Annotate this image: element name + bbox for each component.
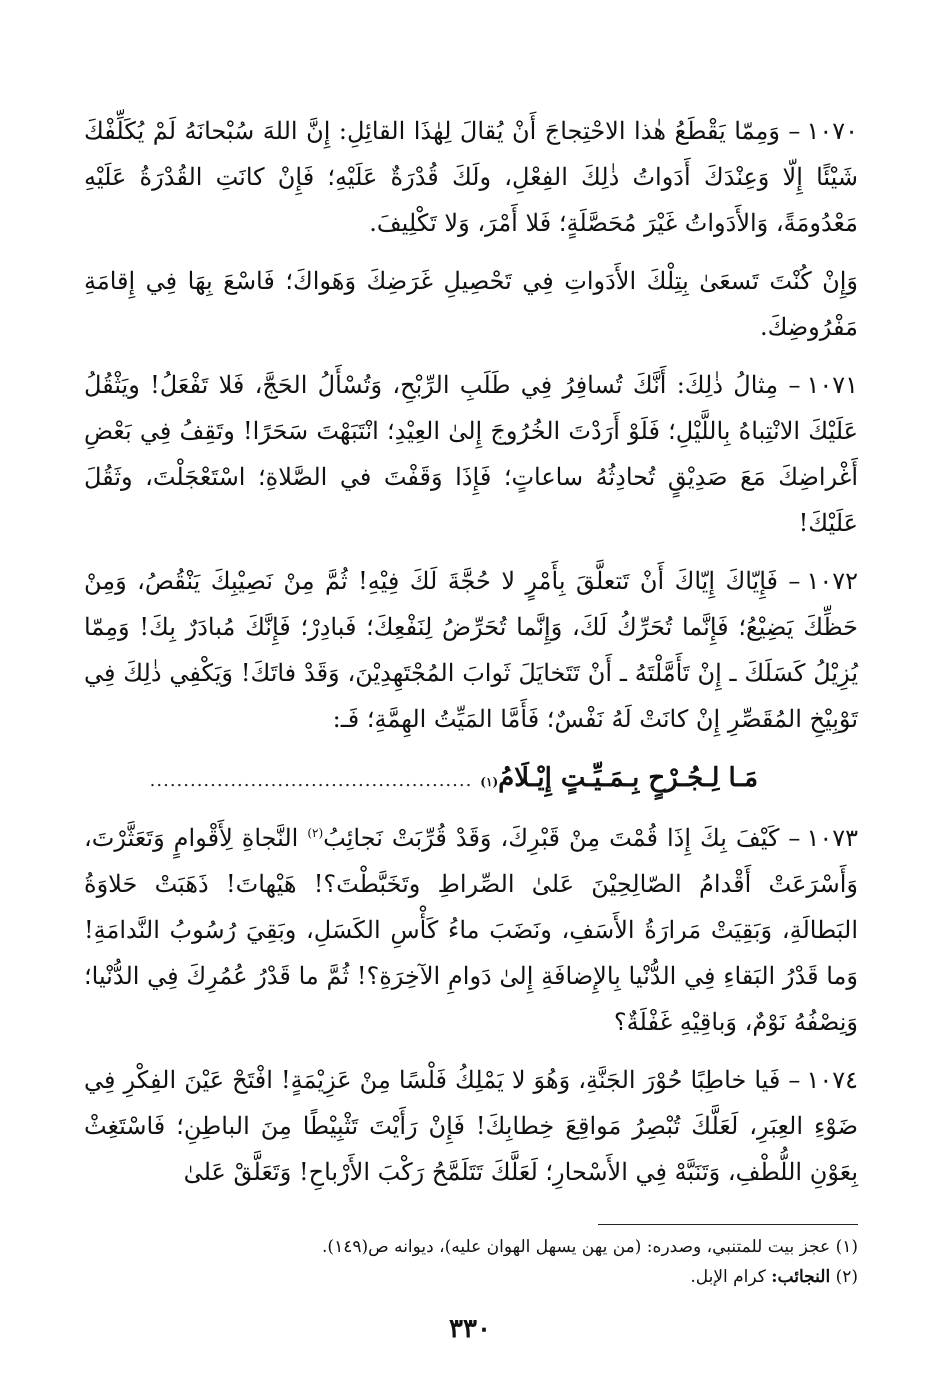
page-number: ٣٣٠ bbox=[449, 1314, 491, 1344]
paragraph-1070-continued bbox=[84, 258, 858, 350]
footnotes bbox=[84, 1232, 858, 1292]
verse-text: مَـا لِـجُـرْحٍ بِـمَـيِّـتٍ إِيْـلَامُ bbox=[498, 763, 758, 793]
paragraph-text: – فَيا خاطِبًا حُوْرَ الجَنَّةِ، وَهُوَ لا يَمْلِكُ فَلْسًا مِنْ عَزِيْمَةٍ! افْتَحْ عَيْنَ الفِكْرِ فِي ضَوْءِ العِبَرِ، لَعَلَّكَ تُبْصِرُ مَواقِعَ خِطابِكَ! فَإِنْ رَأَيْتَ تَثْبِيْطًا مِنَ الباطِنِ؛ فَاسْتَغِثْ بِعَوْنِ اللُّطْفِ، وَتَنَبَّهْ فِي الأَسْحارِ؛ لَعَلَّكَ تَتَلَمَّحُ رَكْبَ الأَرْباحِ! وَتَعَلَّقْ عَلىٰ bbox=[84, 1066, 859, 1186]
paragraph-1070 bbox=[84, 108, 858, 246]
footnote-number: (٢) bbox=[835, 1267, 858, 1287]
paragraph-number: ١٠٧٢ bbox=[806, 567, 858, 595]
paragraph-1072 bbox=[84, 558, 858, 742]
paragraph-number: ١٠٧٤ bbox=[806, 1066, 858, 1094]
paragraph-text: وَإِنْ كُنْتَ تَسعَىٰ بِتِلْكَ الأَدَواتِ فِي تَحْصِيلِ غَرَضِكَ وَهَواكَ؛ فَاسْعَ بِهَا فِي إِقامَةِ مَفْرُوضِكَ. bbox=[84, 267, 858, 341]
paragraph-1073 bbox=[84, 815, 858, 1045]
paragraph-text-continued: النَّجاةِ لِأَقْوامٍ وَتَعَثَّرْتَ، وَأَسْرَعَتْ أَقْدامُ الصّالِحِيْنَ عَلىٰ الصِّراطِ وتَخَبَّطْتَ؟! هَيْهاتَ! ذَهَبَتْ حَلاوَةُ البَطالَةِ، وَبَقِيَتْ مَرارَةُ الأَسَفِ، ونَضَبَ ماءُ كَأْسِ الكَسَلِ، وبَقِيَ رُسُوبُ النَّدامَةِ! وَما قَدْرُ البَقاءِ فِي الدُّنْيا بِالإِضافَةِ إِلىٰ دَوامِ الآخِرَةِ؟! ثُمَّ ما قَدْرُ عُمُرِكَ فِي الدُّنْيا؛ وَنِصْفُهُ نَوْمٌ، وَباقِيْهِ غَفْلَةٌ؟ bbox=[84, 824, 858, 1036]
paragraph-number: ١٠٧٣ bbox=[806, 824, 858, 852]
paragraph-1071 bbox=[84, 362, 858, 546]
paragraph-number: ١٠٧٠ bbox=[806, 117, 858, 145]
paragraph-1074 bbox=[84, 1057, 858, 1195]
footnote-1 bbox=[84, 1232, 858, 1262]
verse-dotted-line: ................................................ bbox=[149, 770, 473, 791]
paragraph-text: – فَإِيّاكَ إِيّاكَ أَنْ تَتعلَّقَ بِأَمْرٍ لا حُجَّةَ لَكَ فِيْهِ! ثُمَّ مِنْ نَصِيْبِكَ يَنْقُصُ، وَمِنْ حَظِّكَ يَضِيْعُ؛ فَإِنَّما تُحَرِّكُ لَكَ، وَإِنَّما تُحَرِّضُ لِنَفْعِكَ؛ فَبادِرْ؛ فَإِنَّكَ مُبادَرٌ بِكَ! وَمِمّا يُزِيْلُ كَسَلَكَ ـ إِنْ تَأَمَّلْتَهُ ـ أَنْ تَتَخايَلَ ثَوابَ المُجْتَهِدِيْنَ، وَقَدْ فاتَكَ! وَيَكْفِي ذٰلِكَ فِي تَوْبِيْخِ المُقَصِّرِ إِنْ كانَتْ لَهُ نَفْسٌ؛ فَأَمَّا المَيِّتُ الهِمَّةِ؛ فَـ: bbox=[84, 567, 858, 733]
footnote-2 bbox=[84, 1262, 858, 1292]
paragraph-text: – مِثالُ ذٰلِكَ: أَنَّكَ تُسافِرُ فِي طَلَبِ الرِّبْحِ، وَتُسْأَلُ الحَجَّ، فَلا تَفْعَلُ! ويَثْقُلُ عَلَيْكَ الانْتِباهُ بِاللَّيْلِ؛ فَلَوْ أَرَدْتَ الخُرُوجَ إِلىٰ العِيْدِ؛ انْتَبَهْتَ سَحَرًا! وتَقِفُ فِي بَعْضِ أَغْراضِكَ مَعَ صَدِيْقٍ تُحادِثُهُ ساعاتٍ؛ فَإِذَا وَقَفْتَ في الصَّلاةِ؛ اسْتَعْجَلْتَ، وثَقُلَ عَلَيْكَ! bbox=[84, 371, 858, 537]
paragraph-text: – وَمِمّا يَقْطَعُ هٰذا الاحْتِجاجَ أَنْ يُقالَ لِهٰذَا القائِلِ: إِنَّ اللهَ سُبْحانَهُ لَمْ يُكَلِّفْكَ شَيْئًا إِلّا وَعِنْدَكَ أَدَواتُ ذٰلِكَ الفِعْلِ، ولَكَ قُدْرَةٌ عَلَيْهِ؛ فَإِنْ كانَتِ القُدْرَةُ عَلَيْهِ مَعْدُومَةً، وَالأَدَواتُ غَيْرَ مُحَصَّلَةٍ؛ فَلا أَمْرَ، وَلا تَكْلِيفَ. bbox=[84, 117, 858, 237]
footnote-text: عجز بيت للمتنبي، وصدره: (من يهن يسهل الهوان عليه)، ديوانه ص(١٤٩). bbox=[322, 1237, 831, 1257]
footnote-term: النجائب: bbox=[771, 1267, 831, 1287]
paragraph-number: ١٠٧١ bbox=[806, 371, 858, 399]
footnote-divider bbox=[598, 1224, 858, 1225]
footnote-number: (١) bbox=[835, 1237, 858, 1257]
poetry-verse: مَـا لِـجُـرْحٍ بِـمَـيِّـتٍ إِيْـلَامُ (١) ................................................ bbox=[84, 754, 858, 805]
footnote-text: كرام الإبل. bbox=[690, 1267, 772, 1287]
paragraph-text: – كَيْفَ بِكَ إِذَا قُمْتَ مِنْ قَبْرِكَ، وَقَدْ قُرِّبَتْ نَجائِبُ bbox=[323, 824, 801, 852]
footnote-ref: (٢) bbox=[307, 826, 324, 840]
